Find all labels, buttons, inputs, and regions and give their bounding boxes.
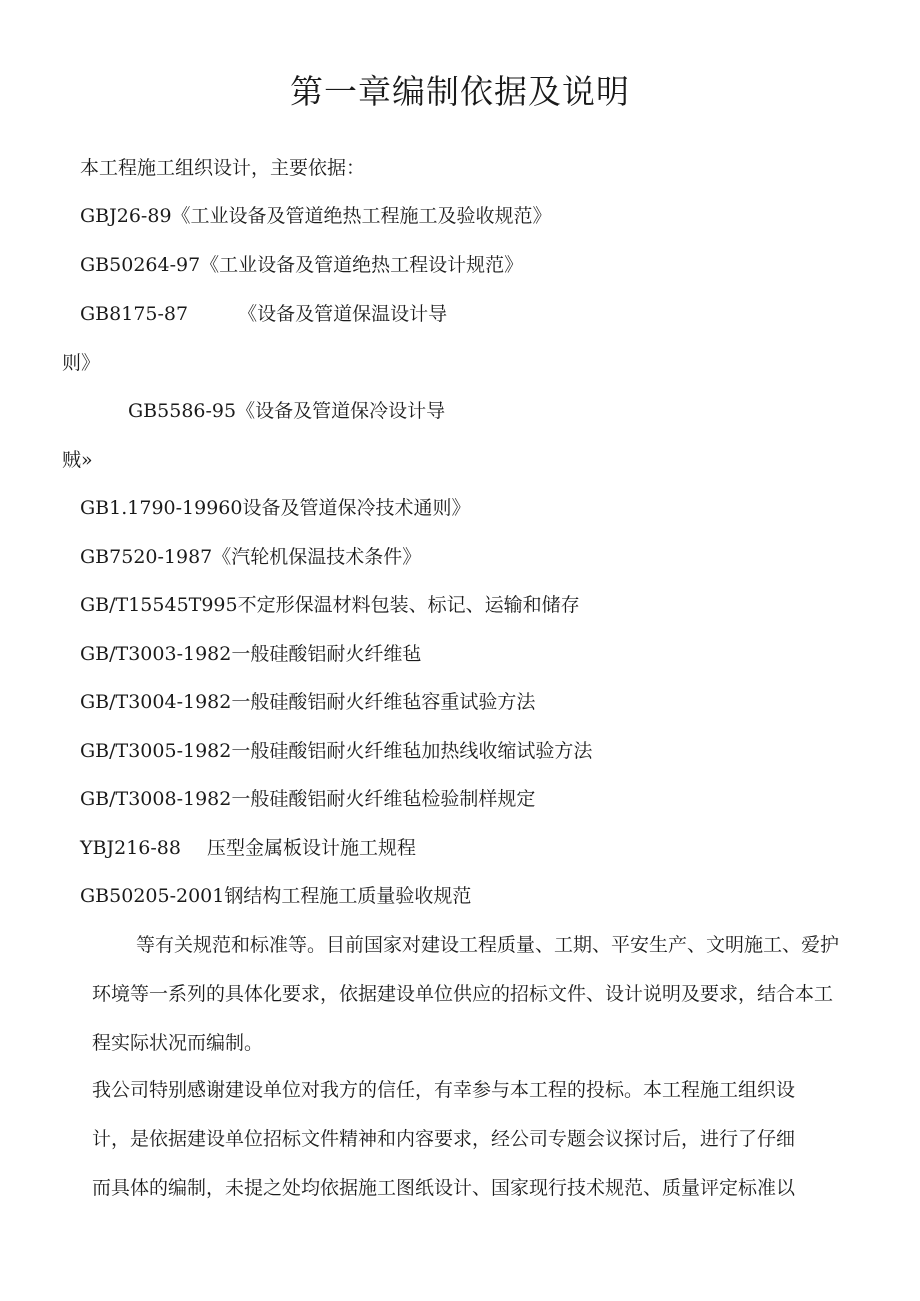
reference-code: GB8175-87 bbox=[80, 303, 189, 325]
reference-item-continuation: 则》 bbox=[62, 352, 101, 374]
reference-item bbox=[80, 836, 416, 860]
paragraph-line: 程实际状况而编制。 bbox=[92, 1032, 264, 1054]
reference-item: GB/T3005-1982一般硅酸铝耐火纤维毡加热线收缩试验方法 bbox=[80, 740, 593, 762]
paragraph-line: 等有关规范和标准等。目前国家对建设工程质量、工期、平安生产、文明施工、爱护 bbox=[136, 934, 840, 956]
reference-item bbox=[80, 302, 447, 326]
reference-name: 《设备及管道保温设计导 bbox=[238, 303, 448, 325]
paragraph-line: 我公司特别感谢建设单位对我方的信任，有幸参与本工程的投标。本工程施工组织设 bbox=[92, 1079, 796, 1101]
paragraph-line: 而具体的编制，未提之处均依据施工图纸设计、国家现行技术规范、质量评定标准以 bbox=[92, 1177, 796, 1199]
reference-name: 压型金属板设计施工规程 bbox=[206, 837, 416, 859]
reference-item: GB50264-97《工业设备及管道绝热工程设计规范》 bbox=[80, 254, 524, 276]
reference-item: GB/T3008-1982一般硅酸铝耐火纤维毡检验制样规定 bbox=[80, 788, 536, 810]
page-title: 第一章编制依据及说明 bbox=[290, 72, 630, 111]
paragraph-line: 计，是依据建设单位招标文件精神和内容要求，经公司专题会议探讨后，进行了仔细 bbox=[92, 1128, 796, 1150]
reference-item: GB50205-2001钢结构工程施工质量验收规范 bbox=[80, 885, 472, 907]
reference-item: GB5586-95《设备及管道保冷设计导 bbox=[128, 400, 446, 422]
reference-item: GB7520-1987《汽轮机保温技术条件》 bbox=[80, 546, 422, 568]
reference-item: GB/T3004-1982一般硅酸铝耐火纤维毡容重试验方法 bbox=[80, 691, 536, 713]
reference-item: GB/T15545T995不定形保温材料包装、标记、运输和储存 bbox=[80, 594, 580, 616]
reference-item-continuation: 贼» bbox=[62, 449, 93, 471]
intro-text: 本工程施工组织设计，主要依据： bbox=[80, 157, 366, 179]
paragraph-line: 环境等一系列的具体化要求，依据建设单位供应的招标文件、设计说明及要求，结合本工 bbox=[92, 983, 834, 1005]
reference-item: GBJ26-89《工业设备及管道绝热工程施工及验收规范》 bbox=[80, 205, 552, 227]
reference-item: GB1.1790-19960设备及管道保冷技术通则》 bbox=[80, 497, 471, 519]
reference-code: YBJ216-88 bbox=[80, 837, 181, 859]
reference-item: GB/T3003-1982一般硅酸铝耐火纤维毡 bbox=[80, 643, 422, 665]
